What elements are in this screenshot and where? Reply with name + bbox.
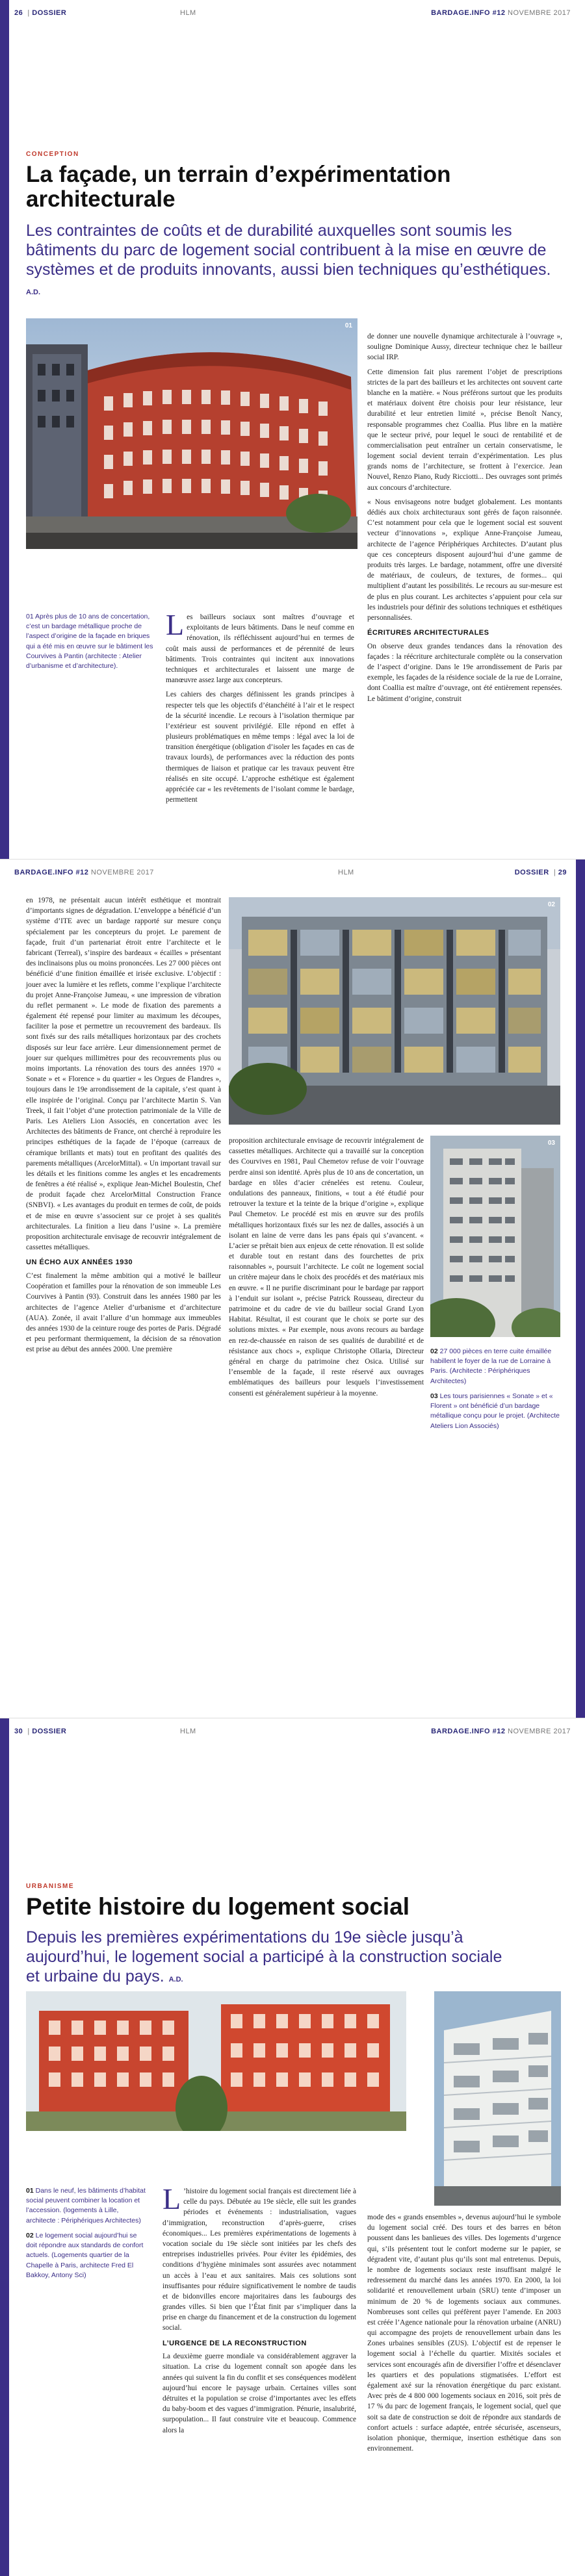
paragraph: Cette dimension fait plus rarement l’objet de prescriptions strictes de la part des bailleurs et les architectes ont souvent carte blanche en la matière. « Nous préférons surtout que les produits et matériaux doivent être choisis pour leur résistance, leur durabilité et leur entretien limité », précise Benoît Nancy, responsable programmes chez Coallia. Plus libre en la matière que le secteur privé, pour lequel le souci de rentabilité et de commercialisation peut entraîner un certain conservatisme, le logement social devient terrain d’expérimentation. Les plus grands noms de l’architecture, se frottent à l’exercice. Jean Nouvel, Renzo Piano, Rudy Ricciotti... Des ouvrages sont primés aux concours d’architecture. xyxy=(367,368,562,492)
kicker: URBANISME xyxy=(26,1883,75,1890)
article-lede xyxy=(26,1928,507,1986)
article-column-1 xyxy=(26,895,221,1358)
paragraph: proposition architecturale envisage de recouvrir intégralement de cassettes métalliques. Architecte qui a travaillé sur la conception des Courvives en 1981, Paul Chemetov refuse de voir l’ouvrage perdre ainsi son identité. Après plus de 10 ans de concertation, un bardage en tôles d’acier crénelées est retenu. Couleur, ondulations des panneaux, finitions, « tout a été étudié pour retrouver la texture et la teinte de la brique d’origine », explique Paul Chemetov. Le procédé est mis en œuvre sur des profils métalliques horizontaux fixés sur les nez de dalles, associés à un isolant en laine de verre dans les pans épais qui s’avancent. « L’acier se prêtait bien aux enjeux de cette rénovation. Il est solide et durable tout en restant dans des fourchettes de prix raisonnables », poursuit l’architecte. Le coût ne logement social un critère majeur dans le choix des procédés et des matériaux mis en œuvre. « Il ne purifie discriminant pour le bardage par rapport à l’enduit sur isolant », précise Patrick Rousseau, directeur du patrimoine et du cadre de vie du bailleur social Grand Lyon Habitat. Résultat, il est courant que le choix se porte sur des solutions mixtes. « Par exemple, nous avons recours au bardage en rez-de-chaussée en raison de ses qualités de durabilité et de résistance aux chocs », explique Christophe Ollaria, Directeur général en charge du patrimoine chez Osica. Utilisé sur l’ensemble de la façade, il reste réservé aux ouvrages emblématiques des bailleurs pour lesquels l’investissement consenti est généralement supérieur à la moyenne. xyxy=(229,1137,424,1397)
section-tab xyxy=(0,1718,9,2576)
paragraph: Les bailleurs sociaux sont maîtres d’ouvrage et exploitants de leurs bâtiments. Dans le neuf comme en rénovation, ils réfléchissent aujourd’hui en termes de coût mais aussi de performances et de pérennité de leurs bâtiments. Trois contraintes qui incitent aux innovations techniques et architecturales et laissent une marge de manœuvre assez large aux concepteurs. xyxy=(166,608,354,685)
article-column-2 xyxy=(229,1136,424,1403)
article-column-2 xyxy=(367,331,562,708)
subheading: UN ÉCHO AUX ANNÉES 1930 xyxy=(26,1258,133,1267)
photo-building-courvives xyxy=(26,318,358,549)
running-issue xyxy=(431,9,571,17)
article-column-2 xyxy=(367,2212,561,2458)
paragraph: La deuxième guerre mondiale va considérablement aggraver la situation. La crise du logement connaît son apogée dans les années qui suivent la fin du conflit et ses conséquences modèlent aujourd’hui encore le paysage urbain. Certaines villes sont détruites et la population se croise d’importantes avec les effets du baby-boom et des vagues d’immigration. Pénurie, insalubrité, surpopulation... Il faut construire vite et beaucoup. Commence alors la xyxy=(162,2353,356,2434)
caption-01: 01 Dans le neuf, les bâtiments d’habitat social peuvent combiner la location et l’accession. (logements à Lille, architecte : Périphériques Architectes) xyxy=(26,2187,146,2225)
paragraph: Les cahiers des charges définissent les grands principes à respecter tels que les objectifs d’étanchéité à l’air et le respect de la sécurité incendie. Le recours à l’isolation thermique par l’extérieur est souvent privilégié. Elle répond en effet à plusieurs problématiques en même temps : légal avec la loi de transition énergétique (obligation d’isoler les façades en cas de travaux lourds), de performances avec la réduction des ponts thermiques de liaison et pratique car les travaux peuvent être réalisés en site occupé. L’approche esthétique est également appréciée car « les revêtements de l’isolant comme le bardage, permettent xyxy=(166,691,354,804)
paragraph: C’est finalement la même ambition qui a motivé le bailleur Coopération et familles pour la rénovation de son immeuble Les Courvives à Pantin (93). Construit dans les années 1980 par les architectes de l’agence Atelier d’urbanisme et d’architecture (AUA). Zonée, il avait l’allure d’un hommage aux immeubles des années 1930 de la ceinture rouge des portes de Paris. Dégradé et peu performant thermiquement, la décision de sa rénovation est prise au début des années 2000. Une première xyxy=(26,1271,221,1354)
page-number: 29 xyxy=(558,869,567,876)
running-section: DOSSIER xyxy=(32,1728,67,1735)
running-head: 30 | DOSSIER HLM xyxy=(14,1728,196,1735)
photo-captions xyxy=(430,1347,560,1436)
running-topic: HLM xyxy=(180,9,196,17)
drop-cap: L xyxy=(166,608,185,641)
paragraph: L ’histoire du logement social français est directement liée à celle du pays. Débutée au 19e siècle, elle suit les grandes périodes et événements : industrialisation, vagues d’immigration, reconstruction d’après-guerre, crises économiques... Les premières expérimentations de logements à vocation sociale du 19e siècle sont initiées par les chefs des entreprises industrielles privées. Pour éviter les épidémies, des conditions d’hygiène minimales sont assurées avec notamment un accès à l’eau et aux sanitaires. Mais ces solutions sont insuffisantes pour réduire significativement le nombre de taudis et de bidonvilles encore majoritaires dans les faubourgs des grandes villes. Si bien que l’État finit par s’impliquer dans la prise en charge du financement et de la construction du logement social. xyxy=(162,2182,356,2332)
page-number: 30 xyxy=(14,1728,23,1735)
subheading: L’URGENCE DE LA RECONSTRUCTION xyxy=(162,2339,307,2347)
paragraph: de donner une nouvelle dynamique architecturale à l’ouvrage », souligne Dominique Aussy, directeur technique chez le bailleur social IRP. xyxy=(367,333,562,362)
caption-02: 02 27 000 pièces en terre cuite émaillée habillent le foyer de la rue de Lorraine à Paris. (Architecte : Périphériques Architectes) xyxy=(430,1347,552,1385)
photo-housing-chapelle xyxy=(434,1991,561,2206)
running-topic: HLM xyxy=(180,1728,196,1735)
running-head: 26 | DOSSIER HLM xyxy=(14,9,196,17)
article-lede xyxy=(26,221,559,299)
drop-cap: L xyxy=(162,2182,181,2215)
article-title: La façade, un terrain d’expérimentation architecturale xyxy=(26,162,451,212)
issue-date: NOVEMBRE 2017 xyxy=(508,9,571,17)
article-column-1 xyxy=(166,608,354,809)
page-26 xyxy=(0,0,585,859)
photo-captions xyxy=(26,2186,146,2286)
lede-text: Depuis les premières expérimentations du 19e siècle jusqu’à aujourd’hui, le logement social a participé à la construction sociale et urbaine du pays. xyxy=(26,1928,502,1985)
subheading: ÉCRITURES ARCHITECTURALES xyxy=(367,629,489,637)
photo-number: 01 xyxy=(344,322,352,329)
paragraph: en 1978, ne présentait aucun intérêt esthétique et montrait d’importants signes de dégradation. L’enveloppe a bénéficié d’un système d’ITE avec un bardage rapporté sur mesure conçu spécialement par les concepteurs du projet. Le parement de façade, fruit d’un partenariat étroit entre l’architecte et le fabricant (Terreal), s’inspire des bardeaux « écailles » présentant des inclinaisons plus ou moins prononcées. Les 27 000 pièces ont bénéficié d’une finition émaillée et irisée exclusive. L’objectif : jouer avec la lumière et les reflets, comme l’explique l’architecte du projet Anne-Françoise Jumeau, « une impression de vibration du reflet permanent ». Le mode de fixation des parements a également été repensé pour limiter au maximum les découpes, faciliter la pose et permettre un recouvrement des bardeaux. Ils sont fixés sur des rails métalliques horizontaux par des crochets disposés sur leur face arrière. Leur dimensionnement permet de jouer sur quelques millimètres pour des recouvrements plus ou moins importants. La rénovation des tours des années 1970 « Sonate » et « Florence » du quartier « les Orgues de Flandres », toujours dans le 19e arrondissement de la capitale, s’est quant à elle inspirée de l’original. Conçu par l’architecte Martin S. Van Treek, il fait l’objet d’une protection patrimoniale de la Ville de Paris. Les Ateliers Lion Associés, en concertation avec les Architectes des bâtiments de France, ont cherché à reproduire les principes esthétiques de la façade de l’époque (carreaux de céramique brillants et mats) tout en profitant des qualités des parements métalliques (ArcelorMittal). « Un important travail sur les détails et les finitions comme les angles et les encadrements de fenêtres a été réalisé », explique Jean-Michel Boulestin, Chef de produit façade chez ArcelorMittal Construction France (SNBVI). « Les avantages du produit en termes de coût, de poids et de mise en œuvre s’associent sur ce projet à ses qualités architecturales. La finition a lieu dans l’usine ». La première proposition architecturale envisage de recouvrir intégralement de cassettes métalliques. xyxy=(26,897,221,1252)
paragraph: « Nous envisageons notre budget globalement. Les montants dédiés aux choix architecturaux sont gérés de façon raisonnée. C’est notamment pour cela que le logement social est souvent vecteur d’innovations », explique Anne-Françoise Jumeau, architecte de l’agence Périphériques Architectes. D’autant plus que ces concepteurs disposent aujourd’hui d’une gamme de produits très larges. Le bardage, notamment, offre une diversité de matériaux, de couleurs, de textures, de formes... qui multiplient d’autant les possibilités. Le recours au sur-mesure est de plus en plus courant. Les architectes s’appuient pour cela sur les industriels pour définir des solutions techniques et esthétiques personnalisées. xyxy=(367,498,562,622)
photo-number: 02 xyxy=(547,901,555,908)
issue-date: NOVEMBRE 2017 xyxy=(90,869,154,876)
issue-label: BARDAGE.INFO #12 xyxy=(431,1728,506,1735)
lede-text: Les contraintes de coûts et de durabilité auxquelles sont soumis les bâtiments du parc de logement social contribuent à la mise en œuvre de systèmes et de produits innovants, aussi bien techniques qu’esthétiques. xyxy=(26,222,551,279)
running-topic: HLM xyxy=(338,869,354,876)
page-30 xyxy=(0,1718,585,2576)
running-section: DOSSIER xyxy=(32,9,67,17)
caption-02: 02 Le logement social aujourd’hui se doit répondre aux standards de confort actuels. (Logements quartier de la Chapelle à Paris, architecte Fred El Bakkoy, Antony Sci) xyxy=(26,2231,144,2279)
photo-number: 03 xyxy=(547,1140,555,1147)
issue-label: BARDAGE.INFO #12 xyxy=(431,9,506,17)
byline: A.D. xyxy=(168,1976,183,1983)
running-head: DOSSIER | 29 xyxy=(514,869,567,876)
caption-03: 03 Les tours parisiennes « Sonate » et « Florent » ont bénéficié d’un bardage métallique conçu pour le projet. (Architecte Ateliers Lion Associés) xyxy=(430,1392,560,1430)
running-section: DOSSIER xyxy=(514,869,549,876)
paragraph: mode des « grands ensembles », devenus aujourd’hui le symbole du logement social créé. Des tours et des barres en béton poussent dans les banlieues des villes. Des logements d’urgence qui, s’ils présentent tout le confort moderne sur le papier, se dégradent vite, d’autant plus qu’ils sont mal entretenus. Depuis, le nombre de logements sociaux reste insuffisant malgré le redressement du marché dans les années 1970. En 2000, la loi solidarité et renouvellement urbain (SRU) tente d’imposer un minimum de 20 % de logements sociaux aux communes. Nombreuses sont celles qui préfèrent payer l’amende. En 2003 est créée l’Agence nationale pour la rénovation urbaine (ANRU) qui accompagne des projets de renouvellement urbain dans les Zones urbaines sensibles (ZUS). L’objectif est de repenser le logement social à l’échelle du quartier. Mixités sociales et services sont encouragés afin de diversifier l’offre et désenclaver les quartiers et des populations stigmatisées. L’effort est également axé sur la rénovation énergétique du parc existant. Avec près de 4 800 000 logements sociaux en 2016, soit près de 17 % du parc de logement français, le logement social, quel que soit sa date de construction se doit de répondre aux standards de confort actuels : surface adaptée, entrée sécurisée, ascenseurs, isolation phonique, thermique, insertion esthétique dans son environnement. xyxy=(367,2213,561,2453)
running-issue xyxy=(431,1728,571,1735)
paragraph: On observe deux grandes tendances dans la rénovation des façades : la réécriture architecturale complète ou la conservation de l’aspect d’origine. Dans le 19e arrondissement de Paris par exemple, les façades de la résidence sociale de la rue de Lorraine, dont Coallia est maître d’ouvrage, ont été entièrement repensées. Le bâtiment d’origine, construit xyxy=(367,642,562,703)
section-tab xyxy=(576,860,585,1718)
issue-date: NOVEMBRE 2017 xyxy=(508,1728,571,1735)
photo-caption: 01 Après plus de 10 ans de concertation, c’est un bardage métallique proche de l’aspect d’origine de la façade en briques qui a été mis en œuvre sur le bâtiment les Courvives à Pantin (architecte : Atelier d’urbanisme et d’architecture). xyxy=(26,613,153,670)
article-title: Petite histoire du logement social xyxy=(26,1893,410,1920)
page-29 xyxy=(0,859,585,1718)
section-tab xyxy=(0,0,9,859)
photo-facade-lorraine xyxy=(229,897,560,1125)
kicker: CONCEPTION xyxy=(26,151,79,158)
article-column-1 xyxy=(162,2182,356,2440)
page-number: 26 xyxy=(14,9,23,17)
running-issue xyxy=(14,869,154,876)
issue-label: BARDAGE.INFO #12 xyxy=(14,869,89,876)
photo-towers-orgues xyxy=(430,1136,560,1337)
photo-housing-lille xyxy=(26,1991,406,2131)
byline: A.D. xyxy=(26,288,40,296)
